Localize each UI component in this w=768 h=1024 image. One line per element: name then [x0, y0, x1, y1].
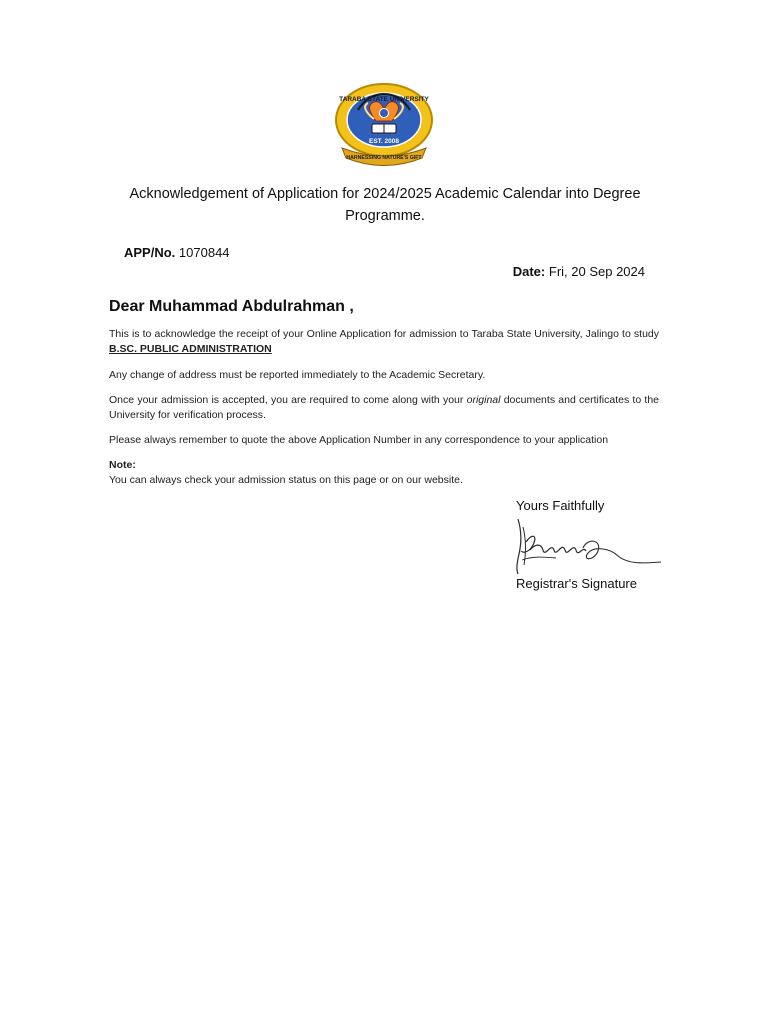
application-number-label: APP/No.: [124, 245, 176, 260]
application-number: [124, 245, 230, 260]
note-section: [109, 458, 659, 488]
date-value: Fri, 20 Sep 2024: [548, 264, 645, 279]
documents-paragraph: [109, 393, 659, 423]
salutation: Dear Muhammad Abdulrahman ,: [109, 298, 354, 315]
paragraph3-italic: original: [466, 394, 501, 406]
paragraph3-suffix: documents and certificates to the University for verification process.: [109, 394, 659, 421]
registrar-signature: [510, 515, 665, 577]
closing-text: Yours Faithfully: [516, 498, 605, 513]
svg-text:HARNESSING NATURE'S GIFT: HARNESSING NATURE'S GIFT: [346, 155, 422, 161]
note-label: Note:: [109, 459, 136, 471]
note-text: You can always check your admission status on this page or on our website.: [109, 474, 463, 486]
university-logo: [328, 82, 440, 166]
acknowledgement-paragraph: [109, 327, 659, 357]
svg-text:EST. 2008: EST. 2008: [369, 138, 399, 145]
date-label: Date:: [512, 264, 546, 279]
paragraph3-prefix: Once your admission is accepted, you are required to come along with your: [109, 394, 467, 406]
application-number-value: 1070844: [178, 245, 230, 260]
paragraph1-text: This is to acknowledge the receipt of your Online Application for admission to Taraba State University, Jalingo to study: [109, 328, 659, 340]
acknowledgement-title: Acknowledgement of Application for 2024/2025 Academic Calendar into Degree Programme.: [129, 186, 641, 224]
document-date: [513, 264, 645, 279]
address-change-paragraph: Any change of address must be reported immediately to the Academic Secretary.: [109, 369, 486, 381]
application-number-reminder: Please always remember to quote the above Application Number in any correspondence to your application: [109, 434, 609, 446]
signature-label: Registrar's Signature: [516, 576, 637, 591]
svg-text:TARABA STATE UNIVERSITY: TARABA STATE UNIVERSITY: [339, 96, 429, 103]
programme-name: B.SC. PUBLIC ADMINISTRATION: [109, 343, 272, 355]
